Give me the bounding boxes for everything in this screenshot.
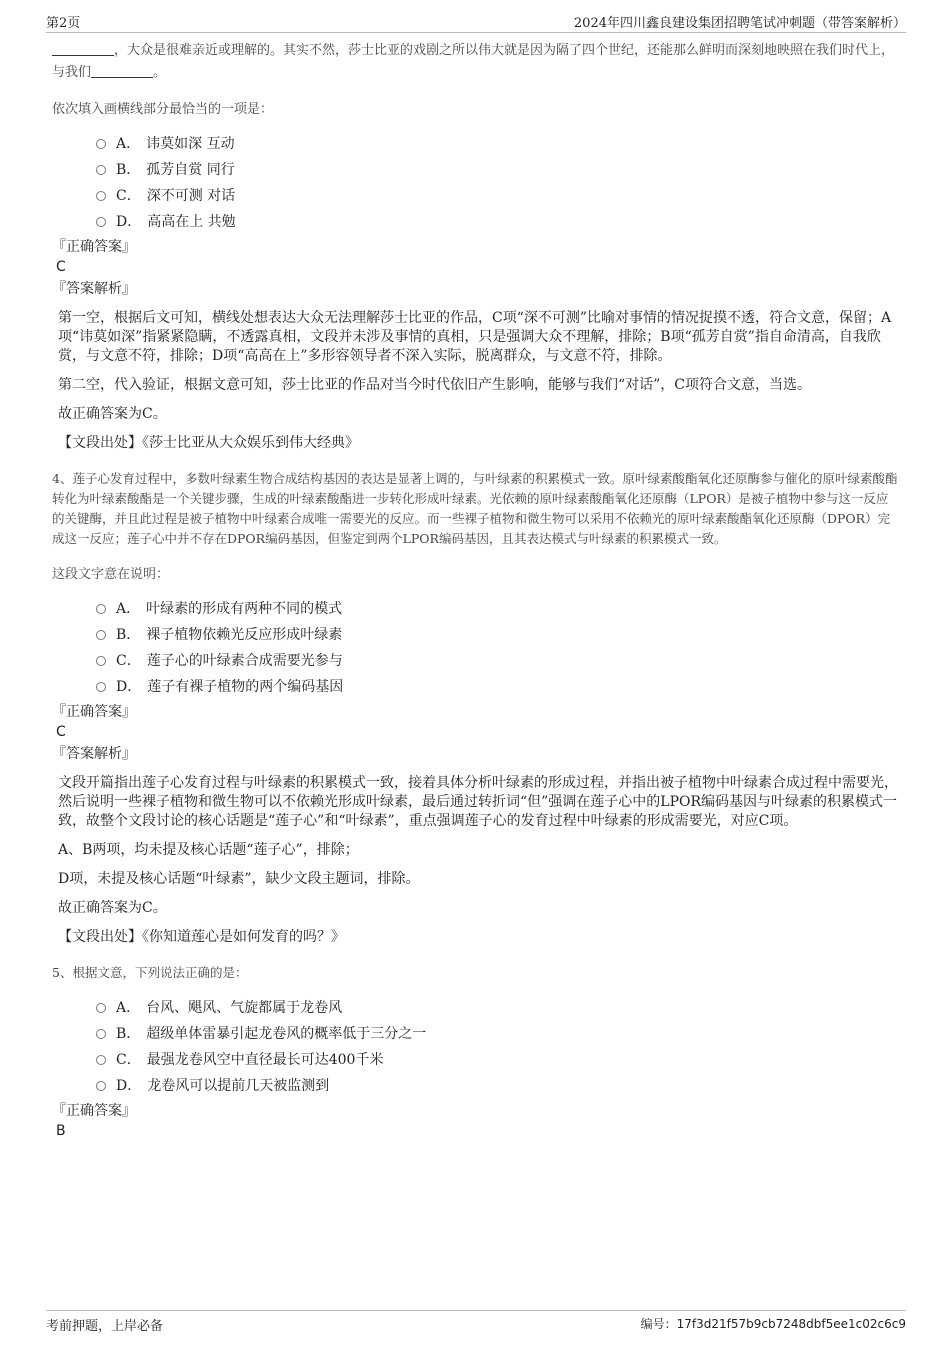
q3-option-c[interactable]: C． 深不可测 对话 (96, 183, 900, 209)
q3-analysis-2: 第二空，代入验证，根据文意可知，莎士比亚的作品对当今时代依旧产生影响，能够与我们“对话”，C项符合文意，当选。 (58, 377, 812, 393)
q5-option-a[interactable]: A． 台风、飓风、气旋都属于龙卷风 (96, 995, 900, 1021)
q3-option-b[interactable]: B． 孤芳自赏 同行 (96, 157, 900, 183)
q4-option-d[interactable]: D． 莲子有裸子植物的两个编码基因 (96, 674, 900, 700)
radio-icon[interactable] (96, 630, 106, 640)
q5-text: 5、根据文意，下列说法正确的是： (52, 965, 248, 980)
blank-1 (52, 41, 114, 56)
q3-option-d[interactable]: D． 高高在上 共勉 (96, 209, 900, 235)
radio-icon[interactable] (96, 1029, 106, 1039)
blank-2 (91, 63, 153, 78)
q3-analysis-label: 『答案解析』 (52, 281, 136, 297)
q4-prompt: 这段文字意在说明： (52, 567, 170, 582)
q5-options (52, 995, 900, 1099)
q4-text: 4、莲子心发育过程中，多数叶绿素生物合成结构基因的表达是显著上调的，与叶绿素的积累模式一致。原叶绿素酸酯氧化还原酶参与催化的原叶绿素酸酯转化为叶绿素酸酯是一个关键步骤，生成的叶绿素酸酯进一步转化形成叶绿素。光依赖的原叶绿素酸酯氧化还原酶（LPOR）是被子植物中参与这一反应的关键酶，并且此过程是被子植物中叶绿素合成唯一需要光的反应。而一些裸子植物和微生物可以采用不依赖光的原叶绿素酸酯氧化还原酶（DPOR）完成这一反应；莲子心中并不存在DPOR编码基因，但鉴定到两个LPOR编码基因，且其表达模式与叶绿素的积累模式一致。 (52, 471, 898, 546)
radio-icon[interactable] (96, 604, 106, 614)
footer-slogan: 考前押题，上岸必备 (46, 1319, 164, 1334)
q3-analysis-1: 第一空，根据后文可知，横线处想表达大众无法理解莎士比亚的作品，C项“深不可测”比喻对事情的情况捉摸不透，符合文意，保留；A项“讳莫如深”指紧紧隐瞒，不透露真相，文段并未涉及事情的真相，只是强调大众不理解，排除；B项“孤芳自赏”指自命清高，自我欣赏，与文意不符，排除；D项“高高在上”多形容领导者不深入实际，脱离群众，与文意不符，排除。 (58, 310, 892, 364)
q4-source: 【文段出处】《你知道莲心是如何发育的吗？》 (58, 929, 345, 945)
q4-answer: C (56, 724, 66, 740)
q3-answer: C (56, 259, 66, 275)
document-title: 2024年四川鑫良建设集团招聘笔试冲刺题（带答案解析） (573, 16, 906, 31)
q3-options (52, 131, 900, 235)
radio-icon[interactable] (96, 1055, 106, 1065)
radio-icon[interactable] (96, 1003, 106, 1013)
q5-option-c[interactable]: C． 最强龙卷风空中直径最长可达400千米 (96, 1047, 900, 1073)
q3-passage: ，大众是很难亲近或理解的。其实不然，莎士比亚的戏剧之所以伟大就是因为隔了四个世纪，还能那么鲜明而深刻地映照在我们时代上，与我们 。 (52, 43, 895, 80)
radio-icon[interactable] (96, 217, 106, 227)
page-footer (46, 1310, 906, 1333)
q4-option-a[interactable]: A． 叶绿素的形成有两种不同的模式 (96, 596, 900, 622)
q4-analysis-4: 故正确答案为C。 (58, 900, 167, 916)
radio-icon[interactable] (96, 656, 106, 666)
q3-analysis-3: 故正确答案为C。 (58, 406, 167, 422)
q4-analysis-3: D项，未提及核心话题“叶绿素”，缺少文段主题词，排除。 (58, 871, 420, 887)
q4-analysis-1: 文段开篇指出莲子心发育过程与叶绿素的积累模式一致，接着具体分析叶绿素的形成过程，并指出被子植物中叶绿素合成过程中需要光，然后说明一些裸子植物和微生物可以不依赖光形成叶绿素，最后通过转折词“但”强调在莲子心中的LPOR编码基因与叶绿素的积累模式一致，故整个文段讨论的核心话题是“莲子心”和“叶绿素”，重点强调莲子心的发育过程中叶绿素的形成需要光，对应C项。 (58, 775, 898, 829)
q3-prompt: 依次填入画横线部分最恰当的一项是： (52, 102, 274, 117)
radio-icon[interactable] (96, 139, 106, 149)
q5-answer-label: 『正确答案』 (52, 1103, 136, 1119)
q4-options (52, 596, 900, 700)
page-number: 第2页 (46, 16, 81, 31)
q4-option-c[interactable]: C． 莲子心的叶绿素合成需要光参与 (96, 648, 900, 674)
footer-code: 编号：17f3d21f57b9cb7248dbf5ee1c02c6c9 (640, 1317, 906, 1331)
page-header (46, 10, 906, 33)
radio-icon[interactable] (96, 165, 106, 175)
q3-answer-label: 『正确答案』 (52, 239, 136, 255)
radio-icon[interactable] (96, 682, 106, 692)
q3-option-a[interactable]: A． 讳莫如深 互动 (96, 131, 900, 157)
q4-analysis-label: 『答案解析』 (52, 746, 136, 762)
q5-option-d[interactable]: D． 龙卷风可以提前几天被监测到 (96, 1073, 900, 1099)
q5-answer: B (56, 1123, 66, 1139)
q4-analysis-2: A、B两项，均未提及核心话题“莲子心”，排除； (58, 842, 359, 858)
page-content (52, 40, 900, 1141)
q4-answer-label: 『正确答案』 (52, 704, 136, 720)
radio-icon[interactable] (96, 1081, 106, 1091)
q3-source: 【文段出处】《莎士比亚从大众娱乐到伟大经典》 (58, 435, 359, 451)
q5-option-b[interactable]: B． 超级单体雷暴引起龙卷风的概率低于三分之一 (96, 1021, 900, 1047)
q4-option-b[interactable]: B． 裸子植物依赖光反应形成叶绿素 (96, 622, 900, 648)
radio-icon[interactable] (96, 191, 106, 201)
